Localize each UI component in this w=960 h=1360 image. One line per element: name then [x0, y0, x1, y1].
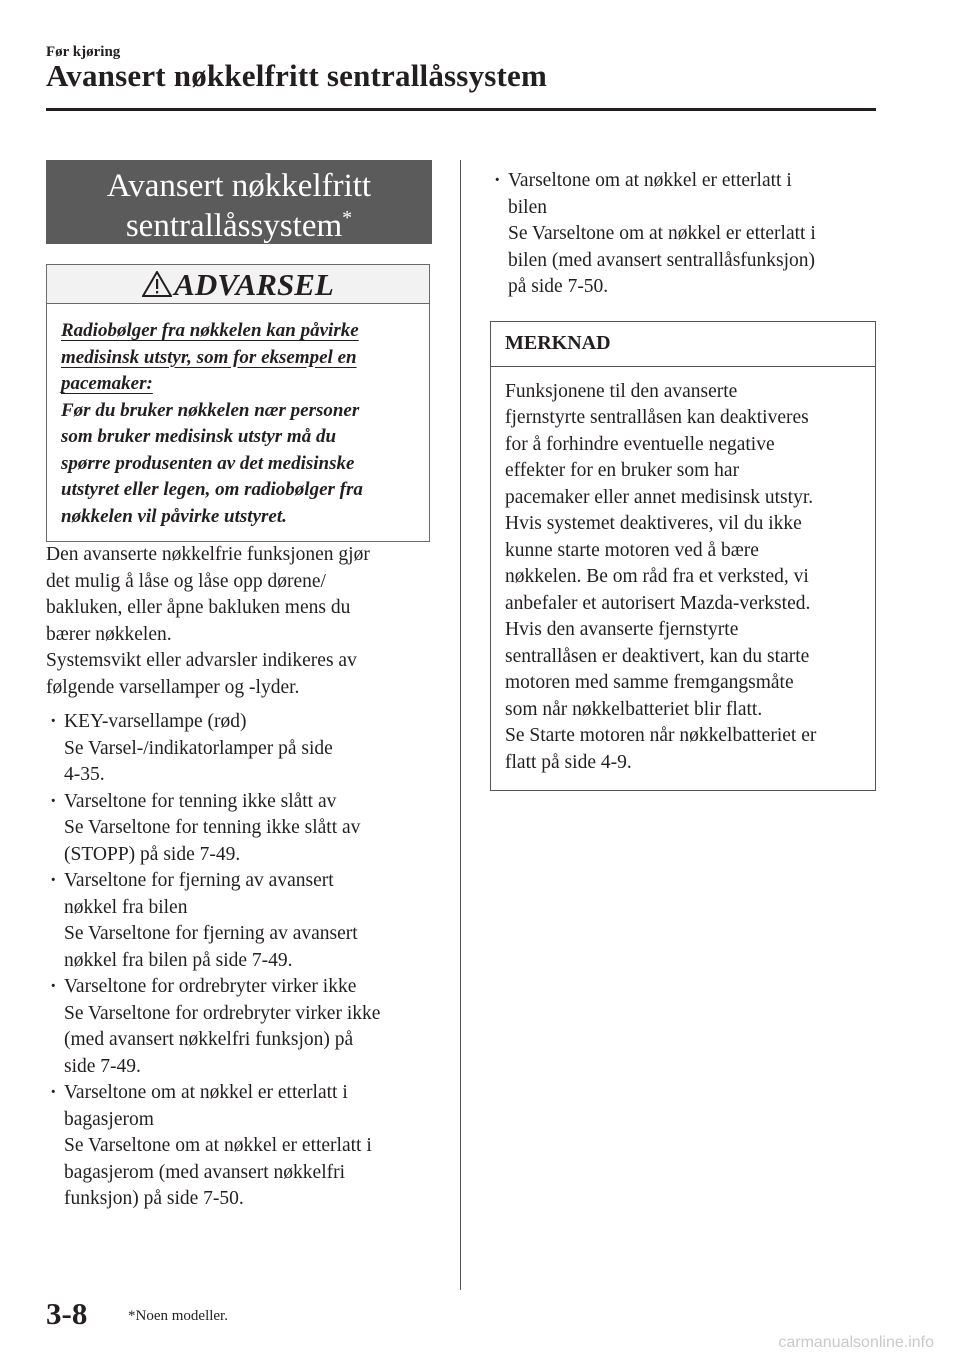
warning-line: som bruker medisinsk utstyr må du — [61, 426, 337, 447]
note-line: Hvis den avanserte fjernstyrte — [505, 619, 739, 640]
note-line: nøkkelen. Be om råd fra et verksted, vi — [505, 566, 809, 587]
warning-line: nøkkelen vil påvirke utstyret. — [61, 505, 287, 527]
note-line: pacemaker eller annet medisinsk utstyr. — [505, 486, 814, 508]
list-item-line: · Varseltone for ordrebryter virker ikke — [64, 976, 357, 997]
right-column — [490, 160, 876, 791]
section-title-line2 — [46, 206, 432, 246]
warning-line: Før du bruker nøkkelen nær personer — [61, 399, 360, 421]
left-column — [46, 160, 432, 1213]
list-item — [46, 974, 432, 1080]
warning-underlined-line: medisinsk utstyr, som for eksempel en — [61, 346, 357, 368]
note-line: Funksjonene til den avanserte — [505, 380, 738, 402]
note-label: MERKNAD — [491, 322, 875, 367]
page-header-title: Avansert nøkkelfritt sentrallåssystem — [46, 58, 548, 93]
list-item-line: side 7-49. — [64, 1055, 141, 1077]
list-item — [46, 1080, 432, 1213]
list-item-line: bagasjerom — [64, 1108, 154, 1130]
list-item-line: · Varseltone for tenning ikke slått av — [64, 790, 337, 812]
list-item-line: funksjon) på side 7-50. — [64, 1188, 244, 1209]
warning-box — [46, 264, 430, 542]
paragraph-line: bærer nøkkelen. — [46, 623, 172, 645]
list-item-line: · Varseltone om at nøkkel er etterlatt i — [64, 1082, 348, 1103]
intro-paragraph — [46, 542, 432, 648]
warning-label: ADVARSEL — [174, 267, 334, 302]
warning-triangle-icon — [142, 271, 172, 297]
list-item-line: bilen (med avansert sentrallåsfunksjon) — [508, 249, 816, 271]
section-asterisk: * — [342, 207, 353, 229]
note-line: motoren med samme fremgangsmåte — [505, 672, 794, 693]
note-line: flatt på side 4-9. — [505, 751, 632, 773]
list-item-line: på side 7-50. — [508, 276, 609, 297]
warning-list-continued — [490, 168, 876, 301]
page-number: 3-8 — [46, 1296, 88, 1331]
note-line: effekter for en bruker som har — [505, 460, 740, 481]
warning-header — [47, 265, 429, 304]
section-title — [46, 160, 432, 244]
note-line: sentrallåsen er deaktivert, kan du starte — [505, 645, 810, 667]
list-item-line: 4-35. — [64, 764, 105, 785]
chapter-label: Før kjøring — [46, 44, 121, 60]
list-item-line: Se Varseltone for ordrebryter virker ikke — [64, 1002, 381, 1024]
note-line: for å forhindre eventuelle negative — [505, 433, 775, 455]
paragraph-line: Systemsvikt eller advarsler indikeres av — [46, 650, 357, 671]
warning-underlined-line: pacemaker: — [61, 373, 153, 394]
list-item-line: Se Varseltone om at nøkkel er etterlatt i — [64, 1135, 372, 1156]
list-item-line: Se Varsel-/indikatorlamper på side — [64, 737, 333, 759]
list-item — [490, 168, 876, 301]
warning-line: spørre produsenten av det medisinske — [61, 452, 355, 474]
note-line: Se Starte motoren når nøkkelbatteriet er — [505, 725, 817, 746]
note-line: anbefaler et autorisert Mazda-verksted. — [505, 592, 811, 614]
list-item-line: (STOPP) på side 7-49. — [64, 843, 241, 865]
note-body — [491, 367, 875, 791]
warning-line: utstyret eller legen, om radiobølger fra — [61, 479, 363, 500]
warning-text — [61, 398, 415, 531]
list-item-line: · Varseltone om at nøkkel er etterlatt i — [508, 170, 792, 191]
paragraph-line: Den avanserte nøkkelfrie funksjonen gjør — [46, 544, 370, 565]
watermark: carmanualsonline.info — [778, 1334, 934, 1351]
paragraph-line: det mulig å låse og låse opp dørene/ — [46, 570, 326, 592]
list-item-line: nøkkel fra bilen på side 7-49. — [64, 949, 293, 971]
warning-underlined-line: Radiobølger fra nøkkelen kan påvirke — [61, 320, 359, 341]
warning-list — [46, 709, 432, 1213]
paragraph-line: bakluken, eller åpne bakluken mens du — [46, 597, 351, 618]
list-item-line: (med avansert nøkkelfri funksjon) på — [64, 1029, 354, 1050]
list-item-line: bagasjerom (med avansert nøkkelfri — [64, 1161, 346, 1183]
list-item-line: bilen — [508, 196, 547, 218]
list-item — [46, 789, 432, 869]
note-line: Hvis systemet deaktiveres, vil du ikke — [505, 513, 802, 534]
section-title-line1: Avansert nøkkelfritt — [106, 168, 372, 204]
note-box — [490, 321, 876, 792]
warning-underlined-text — [61, 318, 415, 398]
list-item-line: Se Varseltone for tenning ikke slått av — [64, 817, 361, 838]
footnote: *Noen modeller. — [128, 1308, 228, 1324]
list-item-line: nøkkel fra bilen — [64, 896, 188, 918]
paragraph-line: følgende varsellamper og -lyder. — [46, 676, 300, 698]
systems-paragraph — [46, 648, 432, 701]
list-item-line: Se Varseltone om at nøkkel er etterlatt i — [508, 223, 816, 244]
warning-body — [47, 304, 429, 530]
header-rule — [46, 108, 876, 111]
list-item-line: · Varseltone for fjerning av avansert — [64, 870, 334, 891]
note-line: som når nøkkelbatteriet blir flatt. — [505, 698, 763, 720]
list-item-line: Se Varseltone for fjerning av avansert — [64, 923, 358, 944]
list-item-line: · KEY-varsellampe (rød) — [64, 711, 247, 732]
section-title-line2-text: sentrallåssystem — [125, 208, 343, 244]
note-line: fjernstyrte sentrallåsen kan deaktiveres — [505, 407, 809, 428]
list-item — [46, 868, 432, 974]
note-line: kunne starte motoren ved å bære — [505, 539, 759, 561]
column-divider — [460, 160, 461, 1290]
list-item — [46, 709, 432, 789]
